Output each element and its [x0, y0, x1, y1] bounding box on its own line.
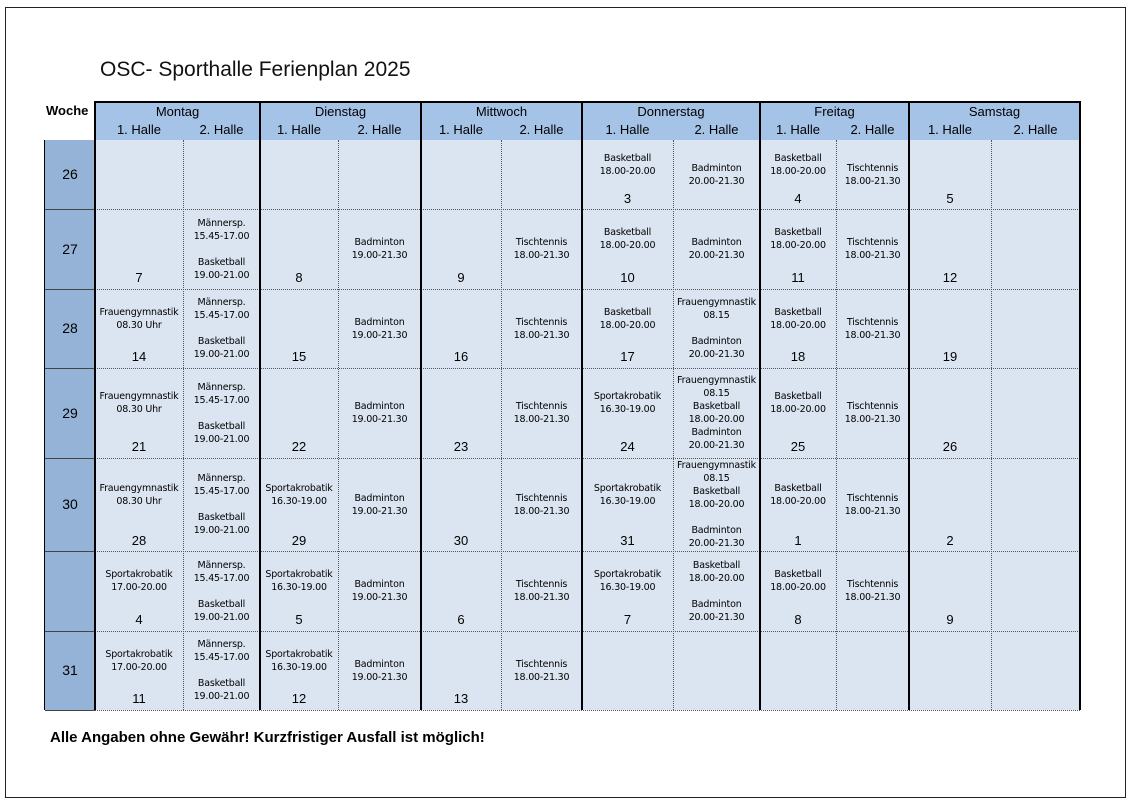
event-entry: Basketball 18.00-20.00	[770, 227, 826, 251]
event-entry: Basketball 18.00-20.00	[599, 306, 656, 331]
day-date: 8	[794, 612, 802, 627]
day-date: 2	[946, 533, 954, 548]
day-date: 9	[946, 612, 954, 627]
day-date: 15	[291, 349, 307, 364]
day-date: 7	[623, 612, 632, 627]
day-header: Freitag	[760, 101, 909, 120]
event-entry: Badminton 19.00-21.30	[351, 658, 408, 683]
event-entry: Männersp. 15.45-17.00 Basketball 19.00-21.00	[193, 559, 250, 623]
table-left-border	[44, 140, 45, 710]
event-entry: Sportakrobatik 16.30-19.00	[593, 391, 662, 415]
day-header: Donnerstag	[582, 101, 760, 120]
event-entry: Tischtennis 18.00-21.30	[513, 401, 570, 425]
day-date: 16	[453, 349, 469, 364]
day-date: 13	[453, 691, 469, 706]
event-entry: Tischtennis 18.00-21.30	[513, 579, 570, 603]
event-entry: Sportakrobatik 16.30-19.00	[265, 648, 333, 673]
row-divider	[95, 710, 1080, 711]
event-entry: Frauengymnastik 08.15 Basketball 18.00-20.00 Badminton 20.00-21.30	[677, 460, 756, 549]
hall-header: 1. Halle	[421, 120, 501, 140]
hall-header: 2. Halle	[501, 120, 582, 140]
week-divider	[45, 289, 95, 290]
row-divider	[95, 289, 1080, 290]
woche-header: Woche	[46, 103, 89, 118]
table-right-border	[1079, 101, 1081, 710]
event-entry: Tischtennis 18.00-21.30	[513, 492, 570, 517]
day-date: 30	[453, 533, 469, 548]
hall-header: 2. Halle	[338, 120, 421, 140]
week-divider	[45, 209, 95, 210]
week-divider	[45, 710, 95, 711]
hall-header: 1. Halle	[260, 120, 338, 140]
disclaimer-text: Alle Angaben ohne Gewähr! Kurzfristiger Ausfall ist möglich!	[50, 729, 485, 746]
week-divider	[45, 551, 95, 552]
hall-header: 2. Halle	[836, 120, 909, 140]
event-entry: Badminton 20.00-21.30	[688, 237, 745, 261]
day-date: 28	[131, 533, 147, 548]
event-entry: Badminton 19.00-21.30	[351, 492, 408, 517]
event-entry: Tischtennis 18.00-21.30	[844, 492, 901, 517]
week-divider	[45, 458, 95, 459]
day-date: 22	[291, 439, 307, 454]
event-entry: Männersp. 15.45-17.00 Basketball 19.00-21.00	[193, 217, 250, 281]
event-entry: Sportakrobatik 16.30-19.00	[593, 569, 662, 593]
day-date: 14	[131, 349, 147, 364]
event-entry: Tischtennis 18.00-21.30	[844, 401, 901, 425]
event-entry: Basketball 18.00-20.00	[770, 153, 826, 177]
event-entry: Basketball 18.00-20.00	[770, 569, 826, 593]
week-number: 27	[45, 209, 95, 289]
week-number: 30	[45, 458, 95, 551]
event-entry: Frauengymnastik 08.15 Basketball 18.00-20.00 Badminton 20.00-21.30	[677, 375, 756, 451]
event-entry: Tischtennis 18.00-21.30	[513, 658, 570, 683]
page-title: OSC- Sporthalle Ferienplan 2025	[100, 58, 411, 81]
row-divider	[95, 551, 1080, 552]
day-date: 17	[620, 349, 635, 364]
day-date: 12	[942, 270, 958, 285]
event-entry: Badminton 19.00-21.30	[351, 401, 408, 425]
day-date: 21	[131, 439, 147, 454]
event-entry: Tischtennis 18.00-21.30	[844, 237, 901, 261]
event-entry: Frauengymnastik 08.30 Uhr	[99, 391, 179, 415]
row-divider	[95, 368, 1080, 369]
event-entry: Tischtennis 18.00-21.30	[513, 316, 570, 341]
event-entry: Frauengymnastik 08.30 Uhr	[99, 306, 179, 331]
event-entry: Basketball 18.00-20.00	[599, 227, 656, 251]
event-entry: Tischtennis 18.00-21.30	[844, 579, 901, 603]
event-entry: Badminton 19.00-21.30	[351, 316, 408, 341]
event-entry: Badminton 19.00-21.30	[351, 579, 408, 603]
week-number: 26	[45, 140, 95, 209]
event-entry: Badminton 19.00-21.30	[351, 237, 408, 261]
day-header: Montag	[95, 101, 260, 120]
day-date: 12	[291, 691, 307, 706]
day-date: 11	[132, 691, 146, 706]
hall-header: 1. Halle	[760, 120, 836, 140]
week-number: 28	[45, 289, 95, 368]
day-date: 9	[457, 270, 465, 285]
week-number: 29	[45, 368, 95, 458]
day-date: 4	[794, 191, 802, 206]
event-entry: Männersp. 15.45-17.00 Basketball 19.00-21.00	[193, 473, 250, 536]
hall-divider	[991, 140, 992, 710]
day-date: 26	[942, 439, 958, 454]
hall-header: 1. Halle	[909, 120, 991, 140]
event-entry: Basketball 18.00-20.00 Badminton 20.00-21.30	[688, 559, 745, 623]
event-entry: Sportakrobatik 17.00-20.00	[105, 569, 173, 593]
event-entry: Tischtennis 18.00-21.30	[513, 237, 570, 261]
day-date: 11	[791, 270, 805, 285]
hall-header: 2. Halle	[183, 120, 260, 140]
week-number: 31	[45, 631, 95, 710]
event-entry: Sportakrobatik 16.30-19.00	[593, 483, 662, 507]
day-date: 4	[135, 612, 143, 627]
day-date: 1	[794, 533, 802, 548]
event-entry: Basketball 18.00-20.00	[770, 483, 826, 507]
day-date: 8	[295, 270, 303, 285]
event-entry: Männersp. 15.45-17.00 Basketball 19.00-21.00	[193, 639, 250, 702]
day-header: Samstag	[909, 101, 1080, 120]
event-entry: Männersp. 15.45-17.00 Basketball 19.00-21.00	[193, 381, 250, 445]
event-entry: Badminton 20.00-21.30	[688, 162, 745, 187]
event-entry: Tischtennis 18.00-21.30	[844, 316, 901, 341]
event-entry: Basketball 18.00-20.00	[770, 391, 826, 415]
day-date: 24	[620, 439, 635, 454]
event-entry: Basketball 18.00-20.00	[599, 153, 656, 177]
day-date: 29	[291, 533, 307, 548]
day-date: 23	[453, 439, 469, 454]
event-entry: Sportakrobatik 17.00-20.00	[105, 648, 173, 673]
row-divider	[95, 458, 1080, 459]
event-entry: Frauengymnastik 08.30 Uhr	[99, 483, 179, 507]
event-entry: Sportakrobatik 16.30-19.00	[265, 569, 333, 593]
day-date: 6	[457, 612, 465, 627]
week-divider	[45, 631, 95, 632]
week-number	[45, 551, 95, 631]
day-date: 7	[135, 270, 143, 285]
event-entry: Tischtennis 18.00-21.30	[844, 162, 901, 187]
hall-header: 1. Halle	[95, 120, 183, 140]
event-entry: Frauengymnastik 08.15 Badminton 20.00-21.30	[677, 297, 756, 360]
hall-header: 1. Halle	[582, 120, 673, 140]
day-date: 5	[295, 612, 303, 627]
row-divider	[95, 631, 1080, 632]
day-date: 31	[620, 533, 635, 548]
day-header: Dienstag	[260, 101, 421, 120]
day-header: Mittwoch	[421, 101, 582, 120]
hall-header: 2. Halle	[991, 120, 1080, 140]
day-date: 3	[623, 191, 632, 206]
day-date: 18	[790, 349, 806, 364]
day-date: 25	[790, 439, 806, 454]
event-entry: Sportakrobatik 16.30-19.00	[265, 483, 333, 507]
day-date: 19	[942, 349, 958, 364]
day-date: 10	[620, 270, 635, 285]
event-entry: Männersp. 15.45-17.00 Basketball 19.00-21.00	[193, 297, 250, 360]
row-divider	[95, 209, 1080, 210]
week-divider	[45, 368, 95, 369]
hall-header: 2. Halle	[673, 120, 760, 140]
event-entry: Basketball 18.00-20.00	[770, 306, 826, 331]
day-date: 5	[946, 191, 954, 206]
